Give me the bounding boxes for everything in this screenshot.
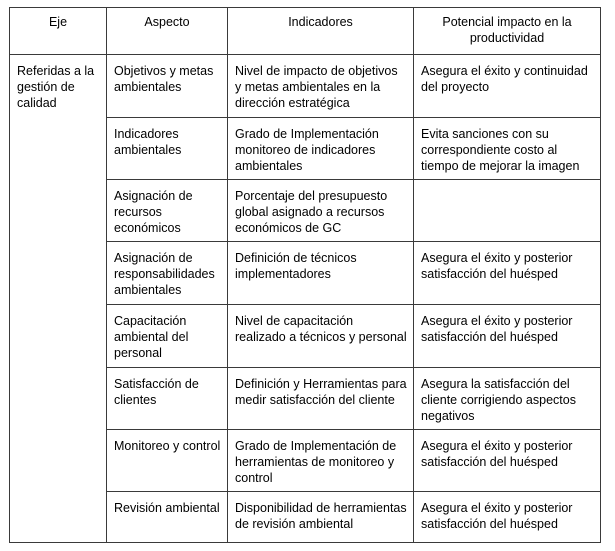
indicador-cell: Definición de técnicos implementadores (228, 242, 414, 305)
impacto-cell: Asegura el éxito y posterior satisfacción del huésped (414, 430, 601, 492)
header-aspecto: Aspecto (107, 8, 228, 55)
indicador-cell: Grado de Implementación de herramientas de monitoreo y control (228, 430, 414, 492)
aspecto-cell: Capacitación ambiental del personal (107, 305, 228, 368)
table-row (10, 55, 601, 118)
indicador-cell: Porcentaje del presupuesto global asignado a recursos económicos de GC (228, 180, 414, 242)
aspecto-cell: Asignación de responsabilidades ambientales (107, 242, 228, 305)
indicador-cell: Nivel de capacitación realizado a técnicos y personal (228, 305, 414, 368)
aspecto-cell: Indicadores ambientales (107, 118, 228, 180)
indicators-table (9, 7, 601, 543)
impacto-cell (414, 180, 601, 242)
aspecto-cell: Revisión ambiental (107, 492, 228, 543)
indicador-cell: Grado de Implementación monitoreo de indicadores ambientales (228, 118, 414, 180)
aspecto-cell: Satisfacción de clientes (107, 368, 228, 430)
indicador-cell: Disponibilidad de herramientas de revisión ambiental (228, 492, 414, 543)
impacto-cell: Asegura la satisfacción del cliente corrigiendo aspectos negativos (414, 368, 601, 430)
impacto-cell: Asegura el éxito y posterior satisfacción del huésped (414, 305, 601, 368)
header-row (10, 8, 601, 55)
aspecto-cell: Objetivos y metas ambientales (107, 55, 228, 118)
impacto-cell: Asegura el éxito y continuidad del proyecto (414, 55, 601, 118)
aspecto-cell: Asignación de recursos económicos (107, 180, 228, 242)
header-indicadores: Indicadores (228, 8, 414, 55)
impacto-cell: Asegura el éxito y posterior satisfacción del huésped (414, 242, 601, 305)
header-eje: Eje (10, 8, 107, 55)
eje-cell: Referidas a la gestión de calidad (10, 55, 107, 543)
impacto-cell: Asegura el éxito y posterior satisfacción del huésped (414, 492, 601, 543)
aspecto-cell: Monitoreo y control (107, 430, 228, 492)
indicador-cell: Nivel de impacto de objetivos y metas ambientales en la dirección estratégica (228, 55, 414, 118)
header-impacto: Potencial impacto en la productividad (414, 8, 601, 55)
indicador-cell: Definición y Herramientas para medir satisfacción del cliente (228, 368, 414, 430)
impacto-cell: Evita sanciones con su correspondiente costo al tiempo de mejorar la imagen (414, 118, 601, 180)
